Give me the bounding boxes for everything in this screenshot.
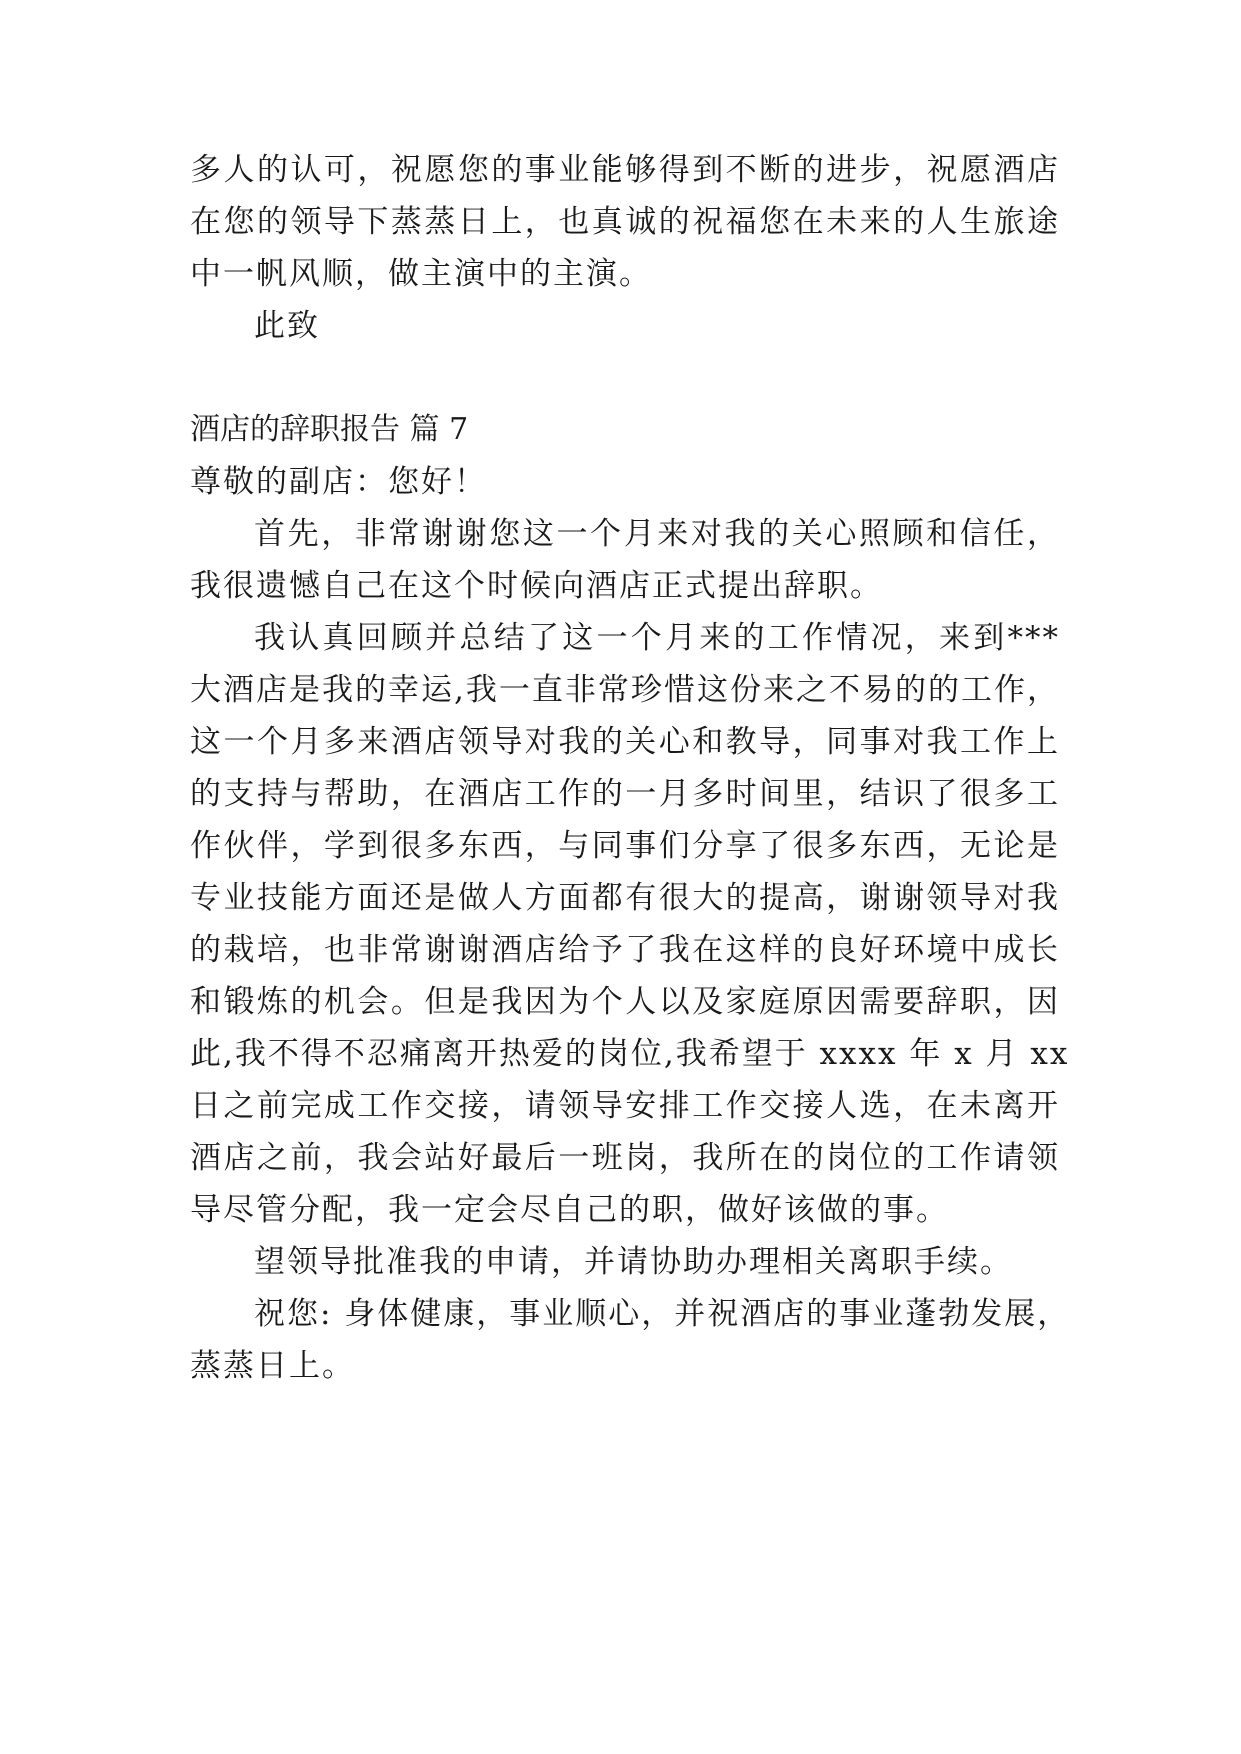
text-line: 的栽培，也非常谢谢酒店给予了我在这样的良好环境中成长 xyxy=(190,932,1060,968)
closing-text: 此致 xyxy=(254,308,320,344)
text-line: 作伙伴，学到很多东西，与同事们分享了很多东西，无论是 xyxy=(190,828,1060,864)
text-line: 多人的认可，祝愿您的事业能够得到不断的进步，祝愿酒店 xyxy=(190,152,1060,188)
text-line: 我认真回顾并总结了这一个月来的工作情况，来到*** xyxy=(254,620,1060,656)
text-line: 专业技能方面还是做人方面都有很大的提高，谢谢领导对我 xyxy=(190,880,1060,916)
text-line: 这一个月多来酒店领导对我的关心和教导，同事对我工作上 xyxy=(190,724,1060,760)
text-line: 祝您: 身体健康，事业顺心，并祝酒店的事业蓬勃发展， xyxy=(254,1296,1071,1332)
text-line: 大酒店是我的幸运,我一直非常珍惜这份来之不易的的工作， xyxy=(190,672,1060,708)
text-line: 的支持与帮助，在酒店工作的一月多时间里，结识了很多工 xyxy=(190,776,1060,812)
text-line: 我很遗憾自己在这个时候向酒店正式提出辞职。 xyxy=(190,568,883,604)
text-line: 首先，非常谢谢您这一个月来对我的关心照顾和信任， xyxy=(254,516,1060,552)
text-line: 和锻炼的机会。但是我因为个人以及家庭原因需要辞职，因 xyxy=(190,984,1060,1020)
text-line: 中一帆风顺，做主演中的主演。 xyxy=(190,256,652,292)
text-line: 酒店之前，我会站好最后一班岗，我所在的岗位的工作请领 xyxy=(190,1140,1060,1176)
salutation: 尊敬的副店：您好！ xyxy=(190,464,487,500)
section-title: 酒店的辞职报告 篇 7 xyxy=(190,412,469,447)
text-line: 望领导批准我的申请，并请协助办理相关离职手续。 xyxy=(254,1244,1013,1280)
text-line: 在您的领导下蒸蒸日上，也真诚的祝福您在未来的人生旅途 xyxy=(190,204,1060,240)
text-line: 此,我不得不忍痛离开热爱的岗位,我希望于 xxxx 年 x 月 xx xyxy=(190,1036,1070,1072)
text-line: 导尽管分配，我一定会尽自己的职，做好该做的事。 xyxy=(190,1192,949,1228)
text-line: 日之前完成工作交接，请领导安排工作交接人选，在未离开 xyxy=(190,1088,1060,1124)
text-line: 蒸蒸日上。 xyxy=(190,1348,355,1384)
